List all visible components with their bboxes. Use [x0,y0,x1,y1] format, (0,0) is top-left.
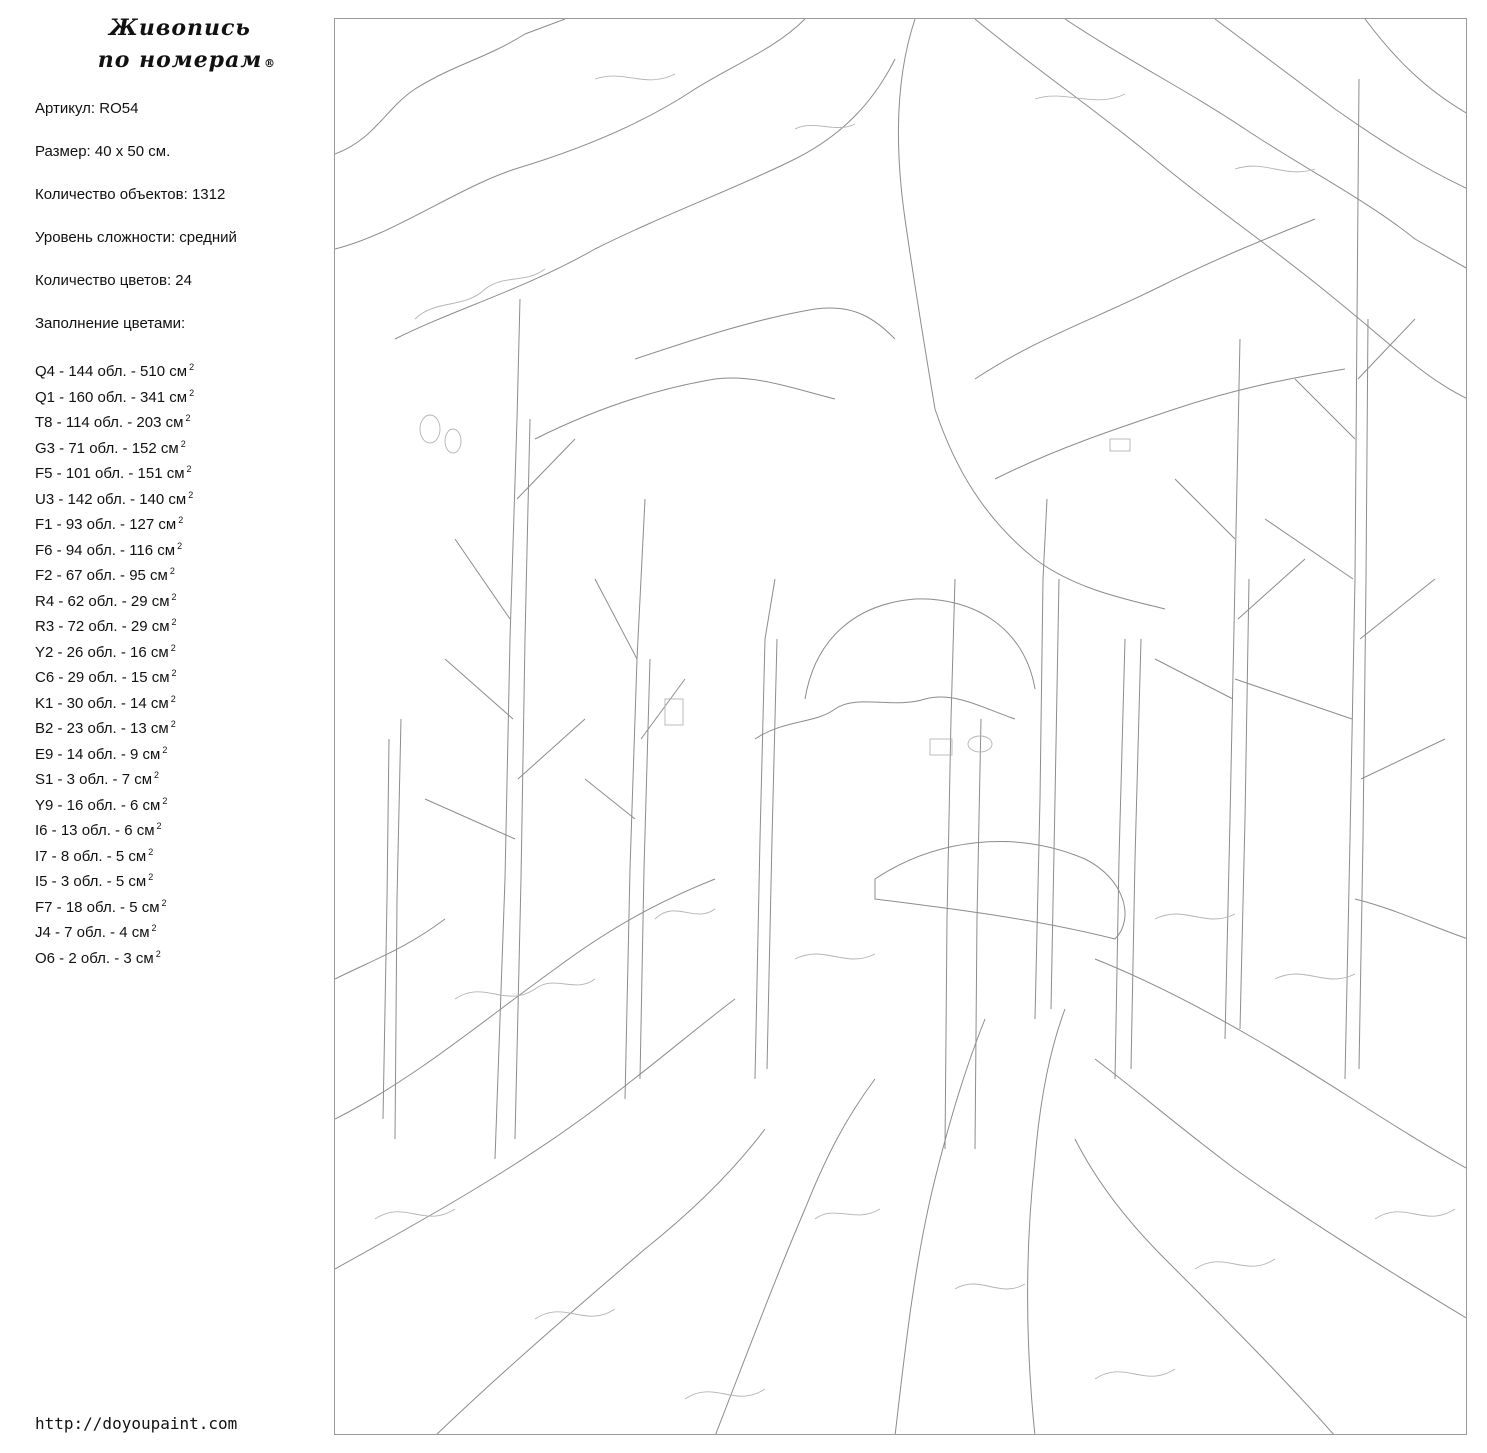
size-label: Размер: 40 х 50 см. [35,143,171,160]
color-item-unit: 2 [170,693,176,704]
color-item-unit: 2 [188,489,194,500]
color-item-text: O6 - 2 обл. - 3 см [35,949,154,967]
color-item-text: G3 - 71 обл. - 152 см [35,439,179,457]
color-item-unit: 2 [186,464,192,474]
color-item-unit: 2 [155,948,161,959]
color-item-unit: 2 [161,897,167,908]
color-item-unit: 2 [148,872,154,882]
color-item-text: F7 - 18 обл. - 5 см [35,898,160,916]
color-item-unit: 2 [171,668,177,678]
color-item-text: J4 - 7 обл. - 4 см [35,924,150,941]
color-item [35,638,194,664]
color-item [35,663,194,689]
color-item-unit: 2 [162,795,168,806]
color-item-unit: 2 [151,923,157,933]
color-item [35,408,194,434]
color-item-text: F2 - 67 обл. - 95 см [35,567,168,584]
color-item [35,714,194,740]
color-item-unit: 2 [169,566,175,576]
color-item-unit: 2 [156,821,162,831]
color-fill-list [35,357,194,969]
color-item-unit: 2 [171,617,177,627]
color-item [35,485,194,511]
color-item-unit: 2 [171,591,177,602]
website-link[interactable]: http://doyoupaint.com [35,1414,238,1433]
color-item-text: E9 - 14 обл. - 9 см [35,745,161,763]
colors-count-label: Количество цветов: 24 [35,272,192,289]
color-item [35,459,194,485]
color-item-text: F1 - 93 обл. - 127 см [35,516,177,533]
fill-title: Заполнение цветами: [35,315,186,332]
color-item-text: B2 - 23 обл. - 13 см [35,720,169,737]
color-item-text: I7 - 8 обл. - 5 см [35,847,147,865]
color-item-text: Y9 - 16 обл. - 6 см [35,796,161,814]
color-item [35,536,194,562]
color-item-text: Q1 - 160 обл. - 341 см [35,388,188,406]
color-item-unit: 2 [162,744,168,755]
color-item-text: C6 - 29 обл. - 15 см [35,669,170,686]
color-item-unit: 2 [170,642,176,653]
color-item-unit: 2 [189,387,195,398]
color-item-text: I5 - 3 обл. - 5 см [35,873,147,890]
color-item [35,740,194,766]
color-item-text: I6 - 13 обл. - 6 см [35,822,155,839]
color-item [35,612,194,638]
color-item [35,842,194,868]
objects-count-label: Количество объектов: 1312 [35,186,226,203]
color-item [35,383,194,409]
color-item-text: K1 - 30 обл. - 14 см [35,694,169,712]
color-item [35,561,194,587]
color-item [35,510,194,536]
color-item-text: R3 - 72 обл. - 29 см [35,618,170,635]
color-item-text: U3 - 142 обл. - 140 см [35,490,187,508]
color-item-unit: 2 [185,413,191,423]
color-item-text: S1 - 3 обл. - 7 см [35,771,153,788]
brand-line2: по номерам [97,47,263,73]
color-item-text: Y2 - 26 обл. - 16 см [35,643,169,661]
color-item-unit: 2 [178,515,184,525]
color-item-text: F5 - 101 обл. - 151 см [35,465,185,482]
color-item [35,434,194,460]
color-item-text: F6 - 94 обл. - 116 см [35,541,176,559]
article-label: Артикул: RO54 [35,100,139,117]
color-item [35,791,194,817]
product-info [35,98,237,356]
line-art-outline [335,19,1467,1435]
color-item-text: Q4 - 144 обл. - 510 см [35,363,188,380]
color-item-unit: 2 [189,362,195,372]
color-item [35,587,194,613]
color-item-text: T8 - 114 обл. - 203 см [35,414,184,431]
color-item [35,944,194,970]
color-item-unit: 2 [154,770,160,780]
brand-line1: Живопись [109,15,251,41]
brand-logo [60,12,300,76]
color-item [35,867,194,893]
color-item [35,816,194,842]
coloring-canvas [334,18,1467,1435]
color-item [35,893,194,919]
color-item-unit: 2 [180,438,186,449]
color-item-text: R4 - 62 обл. - 29 см [35,592,170,610]
color-item-unit: 2 [170,719,176,729]
registered-mark: ® [264,57,276,70]
color-item [35,765,194,791]
color-item-unit: 2 [148,846,154,857]
color-item [35,357,194,383]
difficulty-label: Уровень сложности: средний [35,229,237,246]
color-item-unit: 2 [177,540,183,551]
color-item [35,689,194,715]
color-item [35,918,194,944]
